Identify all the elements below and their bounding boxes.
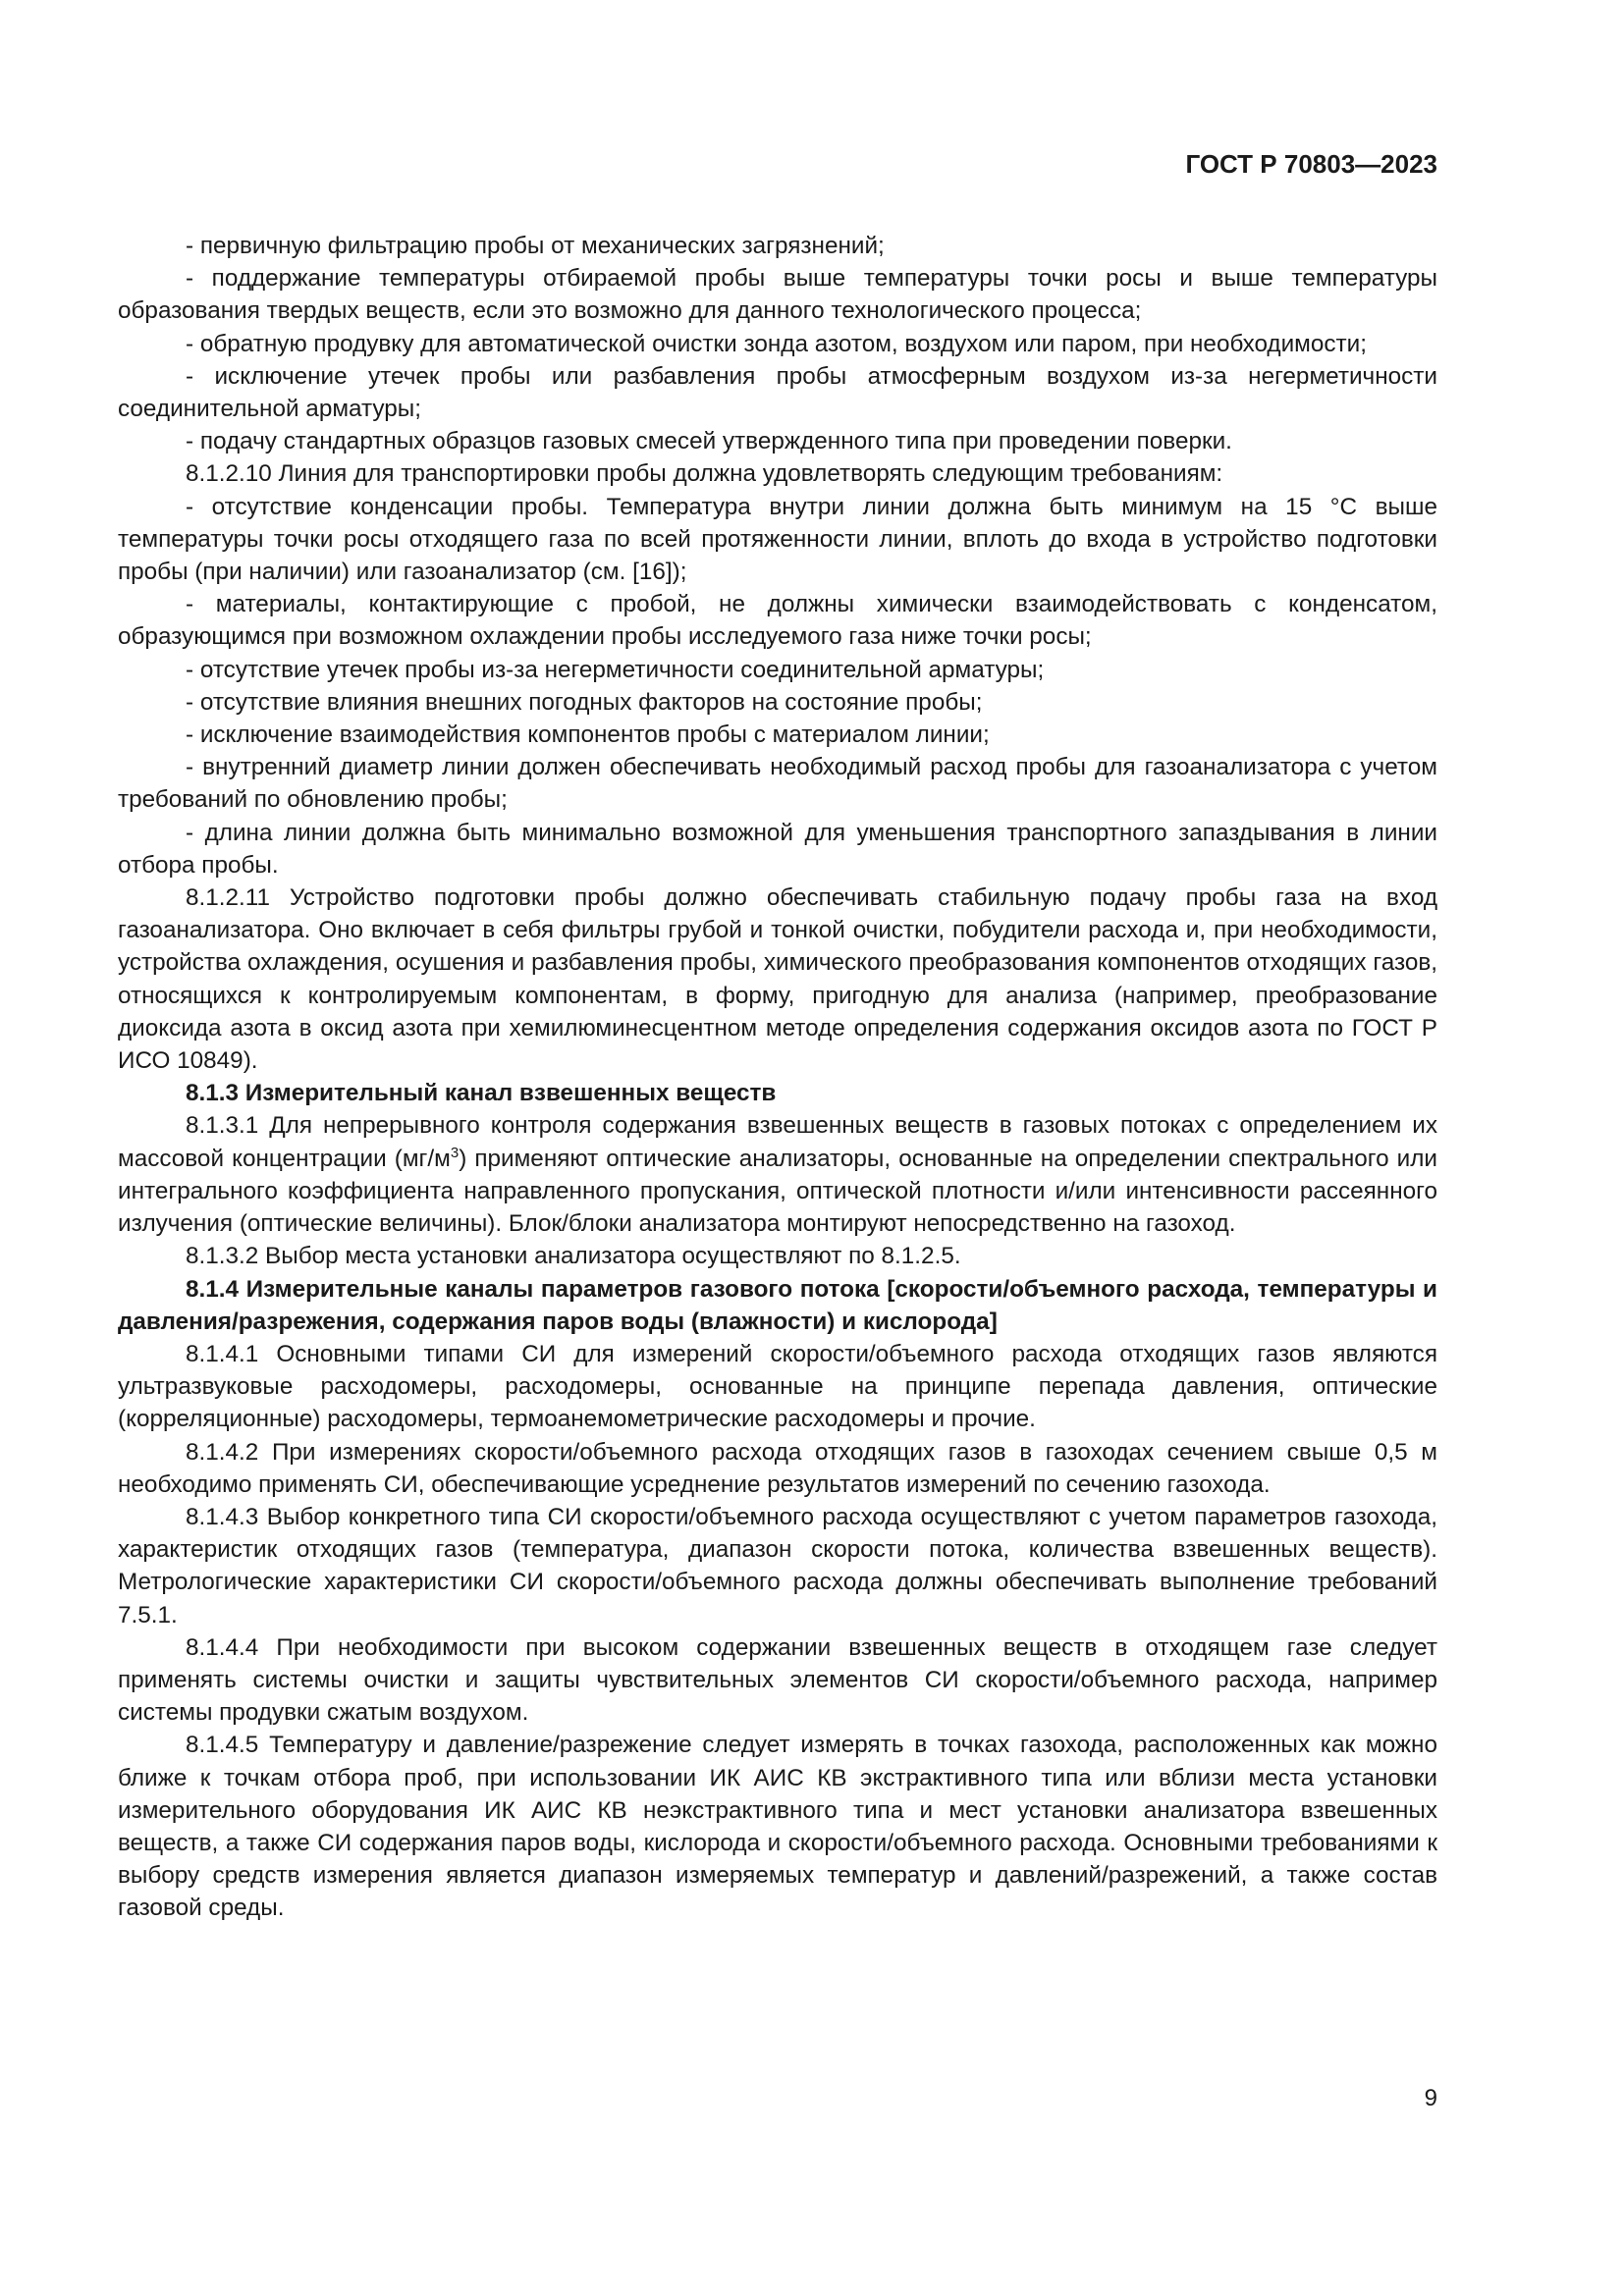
- section-heading: 8.1.4 Измерительные каналы параметров газового потока [скорости/объемного расхода, температуры и давления/разрежения, содержания паров воды (влажности) и кислорода]: [118, 1275, 1437, 1335]
- paragraph: 8.1.4.1 Основными типами СИ для измерений скорости/объемного расхода отходящих газов являются ультразвуковые расходомеры, расходомеры, основанные на принципе перепада давления, оптические (корреляционные) расходомеры, термоанемометрические расходомеры и прочие.: [118, 1340, 1437, 1433]
- paragraph: - материалы, контактирующие с пробой, не должны химически взаимодействовать с конденсатом, образующимся при возможном охлаждении пробы исследуемого газа ниже точки росы;: [118, 591, 1437, 651]
- paragraph: - длина линии должна быть минимально возможной для уменьшения транспортного запаздывания в линии отбора пробы.: [118, 819, 1437, 879]
- paragraph: 8.1.4.3 Выбор конкретного типа СИ скорости/объемного расхода осуществляют с учетом параметров газохода, характеристик отходящих газов (температура, диапазон скорости потока, количества взвешенных веществ). Метрологические характеристики СИ скорости/объемного расхода должны обеспечивать выполнение требований 7.5.1.: [118, 1503, 1437, 1629]
- page-number: 9: [1424, 2085, 1437, 2111]
- superscript: 3: [450, 1144, 460, 1161]
- paragraph: - отсутствие конденсации пробы. Температура внутри линии должна быть минимум на 15 °С выше температуры точки росы отходящего газа по всей протяженности линии, вплоть до входа в устройство подготовки пробы (при наличии) или газоанализатор (см. [16]);: [118, 493, 1437, 586]
- paragraph: - внутренний диаметр линии должен обеспечивать необходимый расход пробы для газоанализатора с учетом требований по обновлению пробы;: [118, 754, 1437, 814]
- paragraph: - отсутствие утечек пробы из-за негерметичности соединительной арматуры;: [186, 656, 1045, 683]
- paragraph: - первичную фильтрацию пробы от механических загрязнений;: [186, 233, 885, 259]
- document-body: [118, 230, 1437, 1925]
- paragraph-text-continued: ) применяют оптические анализаторы, основанные на определении спектрального или интегрального коэффициента направленного пропускания, оптической плотности и/или интенсивности рассеянного излучения (оптические величины). Блок/блоки анализатора монтируют непосредственно на газоход.: [118, 1145, 1437, 1238]
- paragraph: - подачу стандартных образцов газовых смесей утвержденного типа при проведении поверки.: [186, 428, 1232, 455]
- paragraph-text: 8.1.3.1 Для непрерывного контроля содержания взвешенных веществ в газовых потоках с определением их массовой концентрации (мг/м: [118, 1112, 1437, 1172]
- paragraph: - поддержание температуры отбираемой пробы выше температуры точки росы и выше температуры образования твердых веществ, если это возможно для данного технологического процесса;: [118, 265, 1437, 325]
- paragraph: - исключение взаимодействия компонентов пробы с материалом линии;: [186, 721, 990, 749]
- paragraph: 8.1.4.2 При измерениях скорости/объемного расхода отходящих газов в газоходах сечением свыше 0,5 м необходимо применять СИ, обеспечивающие усреднение результатов измерений по сечению газохода.: [118, 1438, 1437, 1498]
- paragraph: 8.1.4.5 Температуру и давление/разрежение следует измерять в точках газохода, расположенных как можно ближе к точкам отбора проб, при использовании ИК АИС КВ экстрактивного типа или вблизи места установки измерительного оборудования ИК АИС КВ неэкстрактивного типа и мест установки анализатора взвешенных веществ, а также СИ содержания паров воды, кислорода и скорости/объемного расхода. Основными требованиями к выбору средств измерения является диапазон измеряемых температур и давлений/разрежений, а также состав газовой среды.: [118, 1732, 1437, 1922]
- paragraph: - отсутствие влияния внешних погодных факторов на состояние пробы;: [186, 688, 983, 716]
- paragraph: 8.1.4.4 При необходимости при высоком содержании взвешенных веществ в отходящем газе следует применять системы очистки и защиты чувствительных элементов СИ скорости/объемного расхода, например системы продувки сжатым воздухом.: [118, 1633, 1437, 1727]
- paragraph: 8.1.3.2 Выбор места установки анализатора осуществляют по 8.1.2.5.: [186, 1243, 961, 1270]
- paragraph: 8.1.2.11 Устройство подготовки пробы должно обеспечивать стабильную подачу пробы газа на вход газоанализатора. Оно включает в себя фильтры грубой и тонкой очистки, побудители расхода и, при необходимости, устройства охлаждения, осушения и разбавления пробы, химического преобразования компонентов отходящих газов, относящихся к контролируемым компонентам, в форму, пригодную для анализа (например, преобразование диоксида азота в оксид азота при хемилюминесцентном методе определения содержания оксидов азота по ГОСТ Р ИСО 10849).: [118, 884, 1437, 1075]
- paragraph: 8.1.2.10 Линия для транспортировки пробы должна удовлетворять следующим требованиям:: [186, 460, 1223, 488]
- paragraph: - обратную продувку для автоматической очистки зонда азотом, воздухом или паром, при необходимости;: [186, 330, 1367, 357]
- document-header: ГОСТ Р 70803—2023: [1185, 149, 1437, 179]
- section-heading: 8.1.3 Измерительный канал взвешенных веществ: [186, 1080, 777, 1107]
- paragraph: - исключение утечек пробы или разбавления пробы атмосферным воздухом из-за негерметичности соединительной арматуры;: [118, 362, 1437, 423]
- paragraph: [118, 1109, 1437, 1240]
